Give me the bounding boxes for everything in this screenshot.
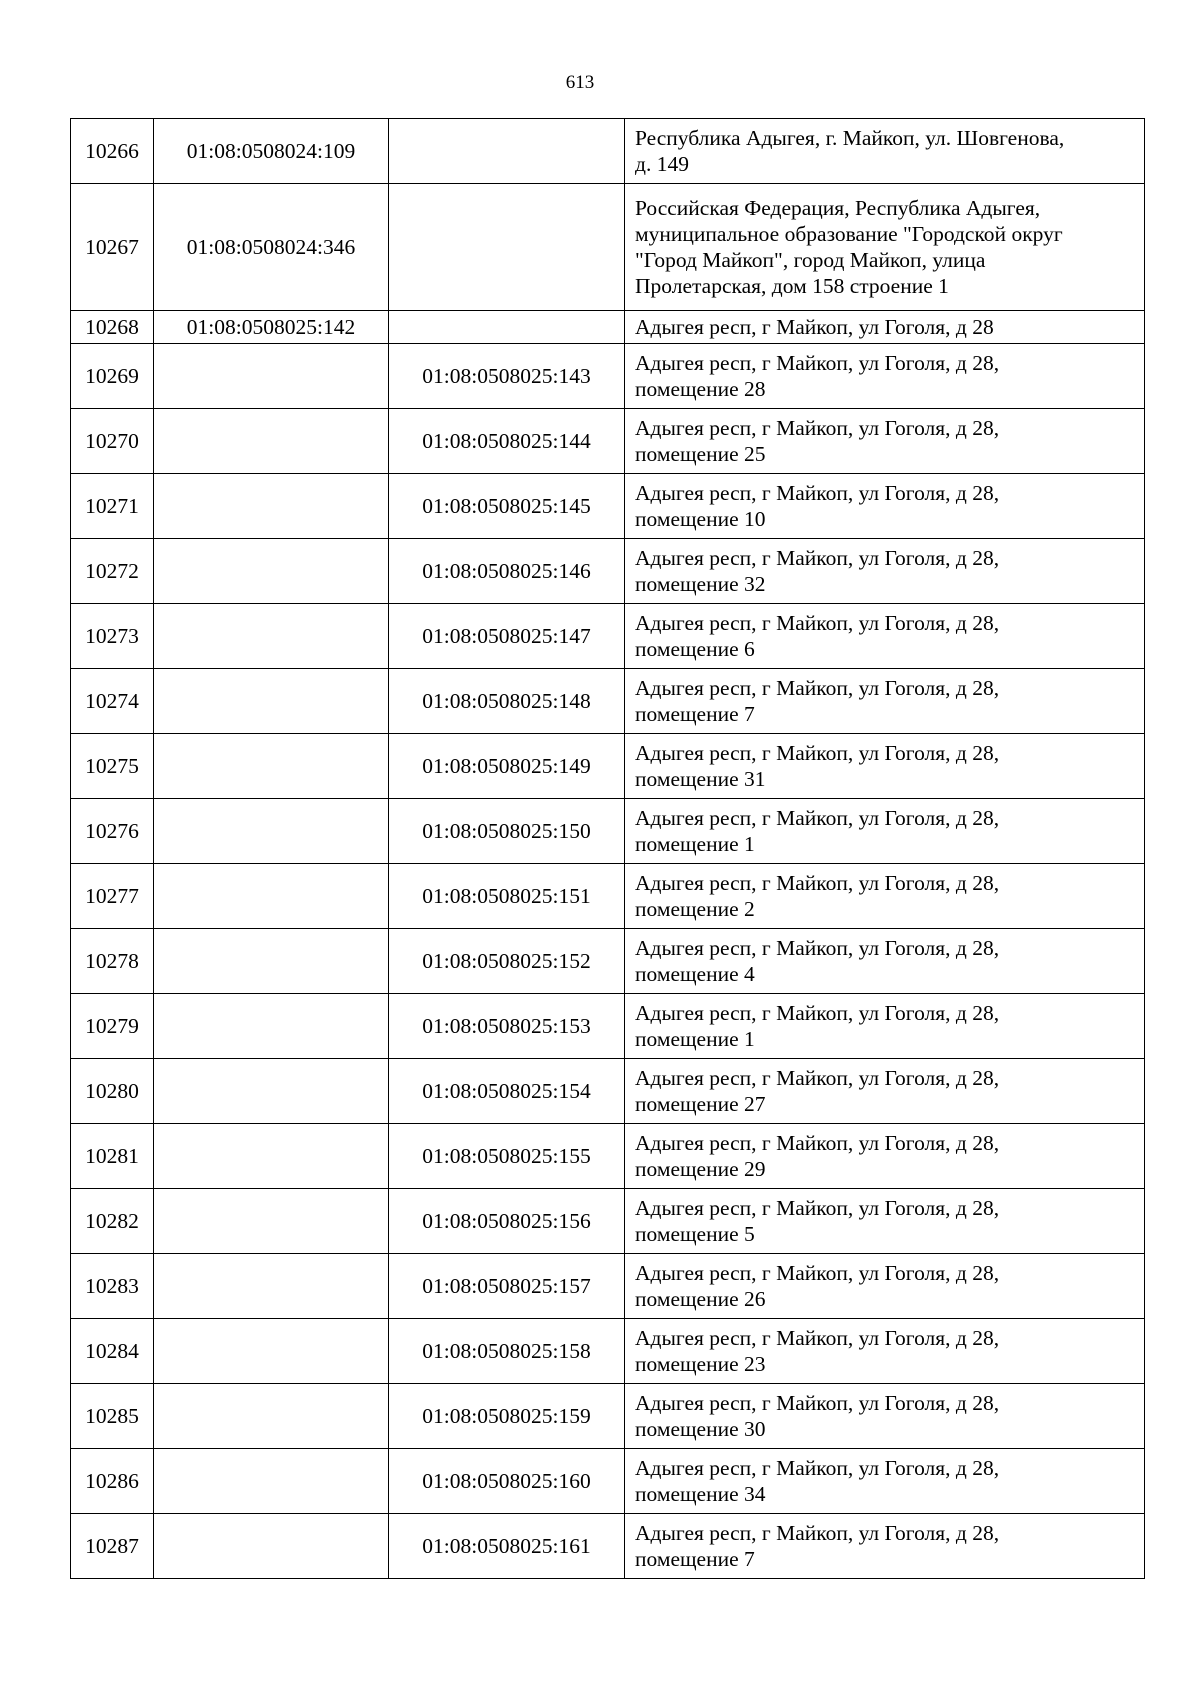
- address-cell: Адыгея респ, г Майкоп, ул Гоголя, д 28, помещение 27: [625, 1059, 1145, 1124]
- address-cell: Адыгея респ, г Майкоп, ул Гоголя, д 28, помещение 2: [625, 864, 1145, 929]
- address-cell: Адыгея респ, г Майкоп, ул Гоголя, д 28, помещение 7: [625, 1514, 1145, 1579]
- table-row: [71, 1319, 1145, 1384]
- row-number-cell: 10269: [71, 344, 154, 409]
- table-row: [71, 929, 1145, 994]
- table-row: [71, 604, 1145, 669]
- row-number-cell: 10272: [71, 539, 154, 604]
- address-cell: Адыгея респ, г Майкоп, ул Гоголя, д 28, помещение 34: [625, 1449, 1145, 1514]
- cadastral-number-cell: [154, 799, 389, 864]
- table-row: [71, 1124, 1145, 1189]
- table-row: [71, 1449, 1145, 1514]
- table-row: [71, 344, 1145, 409]
- address-cell: Адыгея респ, г Майкоп, ул Гоголя, д 28, помещение 32: [625, 539, 1145, 604]
- cadastral-number-cell: [154, 604, 389, 669]
- premises-cadastral-number-cell: 01:08:0508025:154: [389, 1059, 625, 1124]
- cadastral-number-cell: 01:08:0508024:346: [154, 184, 389, 311]
- address-cell: Адыгея респ, г Майкоп, ул Гоголя, д 28, помещение 4: [625, 929, 1145, 994]
- row-number-cell: 10276: [71, 799, 154, 864]
- premises-cadastral-number-cell: 01:08:0508025:144: [389, 409, 625, 474]
- address-cell: Адыгея респ, г Майкоп, ул Гоголя, д 28, помещение 1: [625, 799, 1145, 864]
- premises-cadastral-number-cell: 01:08:0508025:143: [389, 344, 625, 409]
- cadastral-number-cell: [154, 539, 389, 604]
- row-number-cell: 10271: [71, 474, 154, 539]
- row-number-cell: 10279: [71, 994, 154, 1059]
- row-number-cell: 10274: [71, 669, 154, 734]
- address-cell: Адыгея респ, г Майкоп, ул Гоголя, д 28, помещение 10: [625, 474, 1145, 539]
- table-row: [71, 734, 1145, 799]
- table-row: [71, 864, 1145, 929]
- cadastral-number-cell: [154, 929, 389, 994]
- address-cell: Адыгея респ, г Майкоп, ул Гоголя, д 28, помещение 7: [625, 669, 1145, 734]
- premises-cadastral-number-cell: 01:08:0508025:156: [389, 1189, 625, 1254]
- registry-table-body: [71, 119, 1145, 1579]
- address-cell: Адыгея респ, г Майкоп, ул Гоголя, д 28, помещение 30: [625, 1384, 1145, 1449]
- address-cell: Адыгея респ, г Майкоп, ул Гоголя, д 28, помещение 23: [625, 1319, 1145, 1384]
- cadastral-number-cell: [154, 1254, 389, 1319]
- premises-cadastral-number-cell: 01:08:0508025:157: [389, 1254, 625, 1319]
- premises-cadastral-number-cell: 01:08:0508025:152: [389, 929, 625, 994]
- table-row: [71, 1384, 1145, 1449]
- cadastral-number-cell: [154, 1124, 389, 1189]
- cadastral-number-cell: [154, 474, 389, 539]
- address-cell: Адыгея респ, г Майкоп, ул Гоголя, д 28, помещение 25: [625, 409, 1145, 474]
- address-cell: Республика Адыгея, г. Майкоп, ул. Шовгенова, д. 149: [625, 119, 1145, 184]
- premises-cadastral-number-cell: 01:08:0508025:158: [389, 1319, 625, 1384]
- premises-cadastral-number-cell: 01:08:0508025:153: [389, 994, 625, 1059]
- cadastral-number-cell: [154, 1384, 389, 1449]
- premises-cadastral-number-cell: [389, 311, 625, 344]
- row-number-cell: 10278: [71, 929, 154, 994]
- premises-cadastral-number-cell: 01:08:0508025:160: [389, 1449, 625, 1514]
- row-number-cell: 10282: [71, 1189, 154, 1254]
- row-number-cell: 10285: [71, 1384, 154, 1449]
- row-number-cell: 10275: [71, 734, 154, 799]
- address-cell: Адыгея респ, г Майкоп, ул Гоголя, д 28, помещение 31: [625, 734, 1145, 799]
- cadastral-number-cell: [154, 864, 389, 929]
- premises-cadastral-number-cell: 01:08:0508025:161: [389, 1514, 625, 1579]
- row-number-cell: 10280: [71, 1059, 154, 1124]
- cadastral-number-cell: 01:08:0508024:109: [154, 119, 389, 184]
- premises-cadastral-number-cell: 01:08:0508025:150: [389, 799, 625, 864]
- premises-cadastral-number-cell: 01:08:0508025:146: [389, 539, 625, 604]
- cadastral-number-cell: [154, 409, 389, 474]
- row-number-cell: 10281: [71, 1124, 154, 1189]
- table-row: [71, 1254, 1145, 1319]
- premises-cadastral-number-cell: [389, 184, 625, 311]
- table-row: [71, 799, 1145, 864]
- table-row: [71, 311, 1145, 344]
- address-cell: Российская Федерация, Республика Адыгея, муниципальное образование "Городской округ "Город Майкоп", город Майкоп, улица Пролетарская, дом 158 строение 1: [625, 184, 1145, 311]
- page-number: 613: [565, 72, 595, 93]
- cadastral-number-cell: [154, 994, 389, 1059]
- table-row: [71, 1189, 1145, 1254]
- cadastral-number-cell: 01:08:0508025:142: [154, 311, 389, 344]
- cadastral-number-cell: [154, 344, 389, 409]
- premises-cadastral-number-cell: 01:08:0508025:148: [389, 669, 625, 734]
- table-row: [71, 994, 1145, 1059]
- row-number-cell: 10270: [71, 409, 154, 474]
- table-row: [71, 119, 1145, 184]
- table-row: [71, 1059, 1145, 1124]
- table-row: [71, 184, 1145, 311]
- premises-cadastral-number-cell: 01:08:0508025:149: [389, 734, 625, 799]
- cadastral-number-cell: [154, 1514, 389, 1579]
- cadastral-number-cell: [154, 734, 389, 799]
- address-cell: Адыгея респ, г Майкоп, ул Гоголя, д 28, помещение 26: [625, 1254, 1145, 1319]
- row-number-cell: 10287: [71, 1514, 154, 1579]
- cadastral-number-cell: [154, 669, 389, 734]
- cadastral-number-cell: [154, 1449, 389, 1514]
- table-row: [71, 474, 1145, 539]
- row-number-cell: 10284: [71, 1319, 154, 1384]
- row-number-cell: 10283: [71, 1254, 154, 1319]
- cadastral-number-cell: [154, 1319, 389, 1384]
- row-number-cell: 10277: [71, 864, 154, 929]
- address-cell: Адыгея респ, г Майкоп, ул Гоголя, д 28, помещение 28: [625, 344, 1145, 409]
- address-cell: Адыгея респ, г Майкоп, ул Гоголя, д 28, помещение 29: [625, 1124, 1145, 1189]
- row-number-cell: 10266: [71, 119, 154, 184]
- premises-cadastral-number-cell: 01:08:0508025:159: [389, 1384, 625, 1449]
- table-row: [71, 409, 1145, 474]
- premises-cadastral-number-cell: 01:08:0508025:147: [389, 604, 625, 669]
- cadastral-number-cell: [154, 1189, 389, 1254]
- table-row: [71, 539, 1145, 604]
- row-number-cell: 10268: [71, 311, 154, 344]
- premises-cadastral-number-cell: 01:08:0508025:145: [389, 474, 625, 539]
- table-row: [71, 669, 1145, 734]
- table-row: [71, 1514, 1145, 1579]
- cadastral-number-cell: [154, 1059, 389, 1124]
- premises-cadastral-number-cell: [389, 119, 625, 184]
- address-cell: Адыгея респ, г Майкоп, ул Гоголя, д 28, помещение 1: [625, 994, 1145, 1059]
- row-number-cell: 10267: [71, 184, 154, 311]
- address-cell: Адыгея респ, г Майкоп, ул Гоголя, д 28, помещение 6: [625, 604, 1145, 669]
- row-number-cell: 10286: [71, 1449, 154, 1514]
- address-cell: Адыгея респ, г Майкоп, ул Гоголя, д 28, помещение 5: [625, 1189, 1145, 1254]
- premises-cadastral-number-cell: 01:08:0508025:155: [389, 1124, 625, 1189]
- row-number-cell: 10273: [71, 604, 154, 669]
- address-cell: Адыгея респ, г Майкоп, ул Гоголя, д 28: [625, 311, 1145, 344]
- premises-cadastral-number-cell: 01:08:0508025:151: [389, 864, 625, 929]
- registry-table: [70, 118, 1145, 1579]
